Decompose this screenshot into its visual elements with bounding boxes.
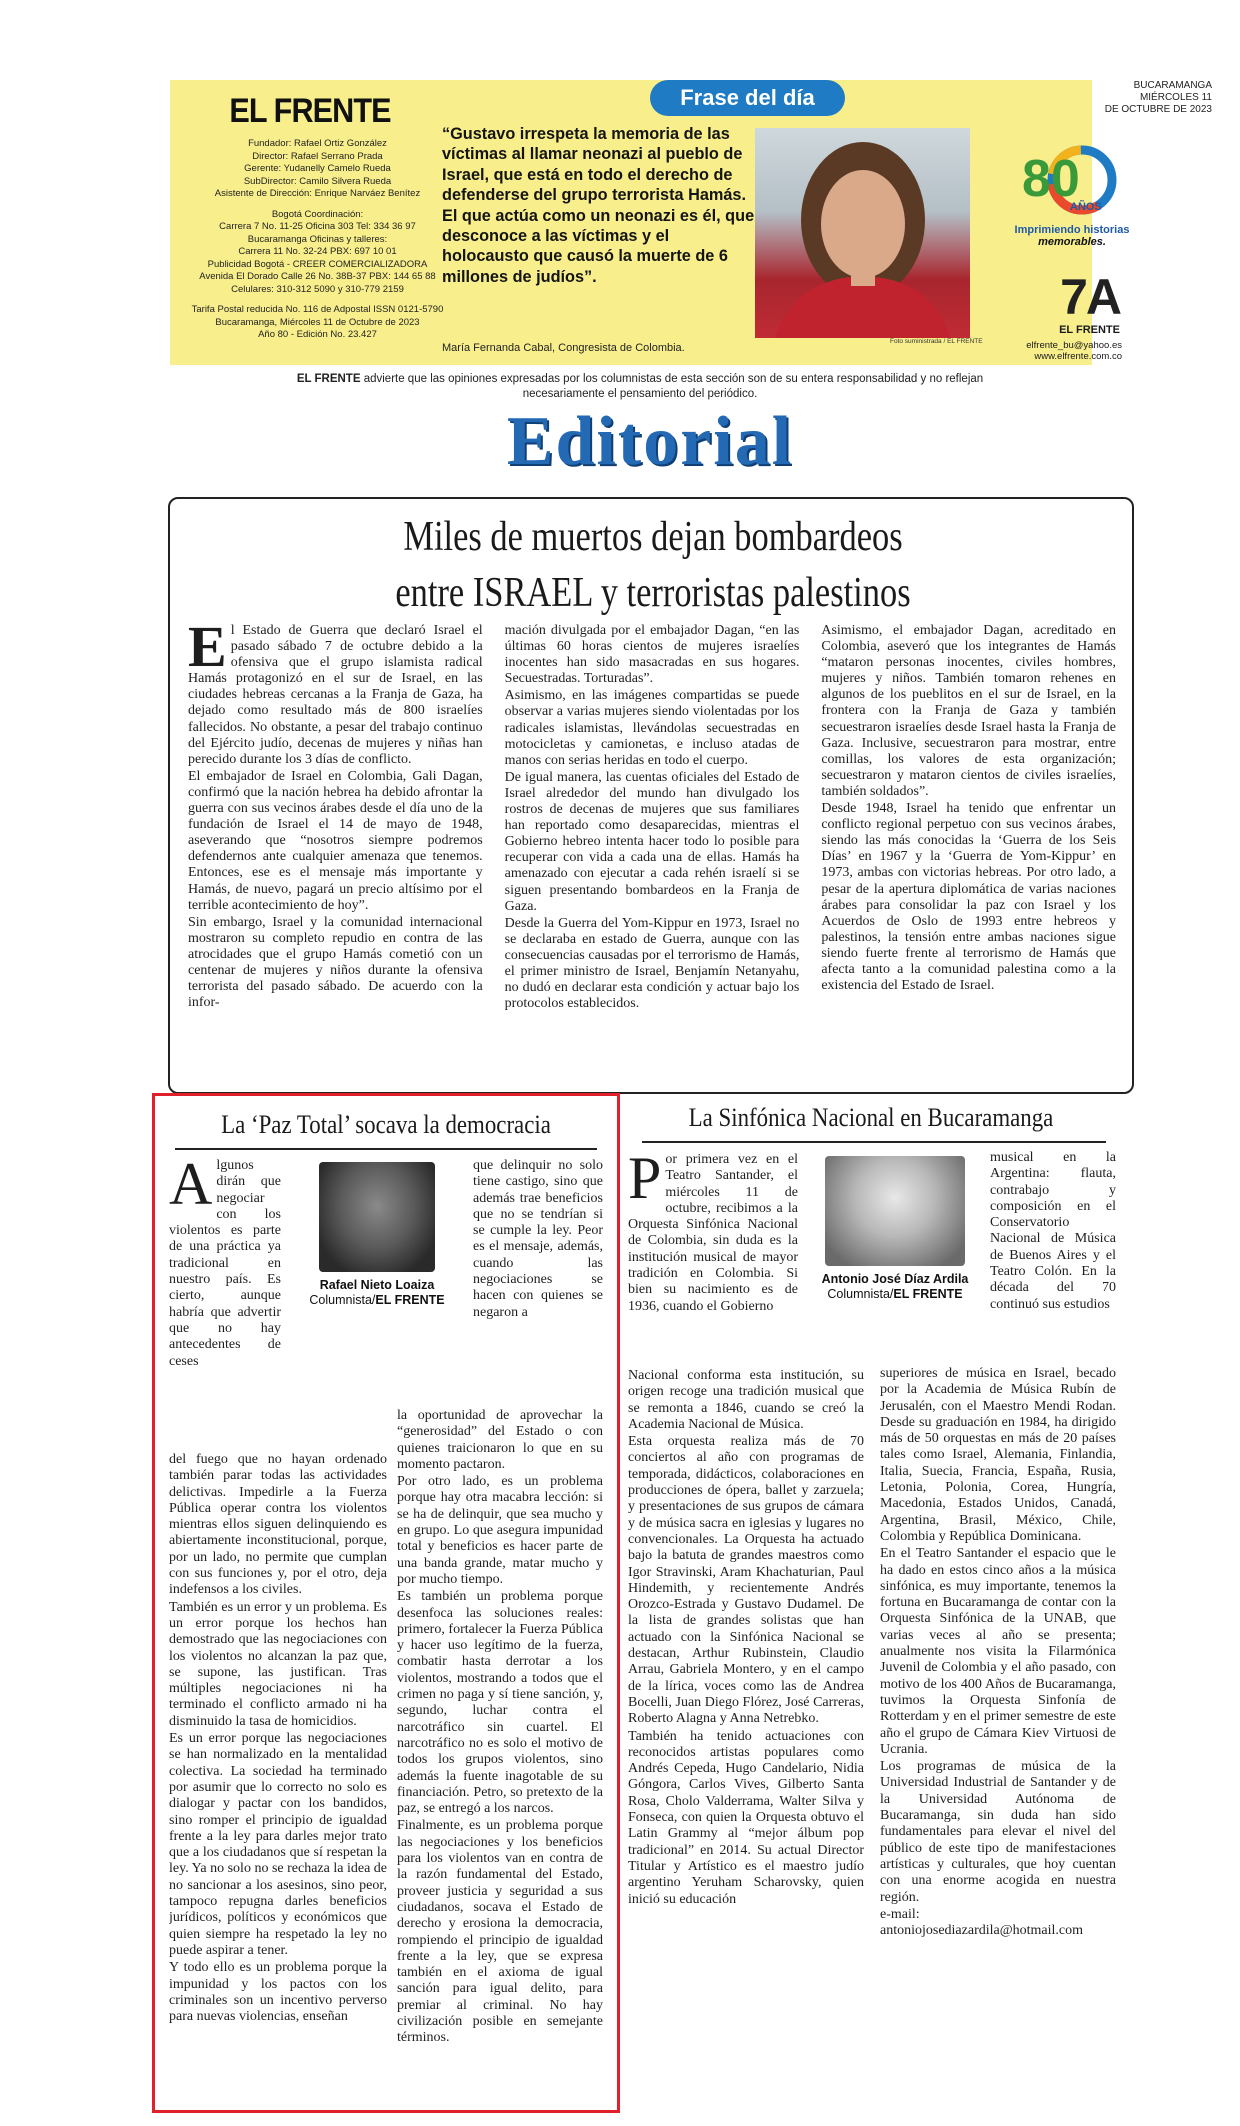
- disclaimer: [270, 372, 1010, 402]
- contact-web: www.elfrente.com.co: [1034, 351, 1122, 362]
- sinfonica-left-column: [628, 1368, 864, 2108]
- paz-total-paragraph: Finalmente, es un problema porque las negociaciones y los beneficios para los violentos van en contra de la razón fundamental del Estado, proveer justicia y seguridad a sus ciudadanos, socava el Estado de derecho y erosiona la democracia, rompiendo el principio de igualdad frente a la ley, que se expresa también en el axioma de igual sanción para igual delito, para premiar al criminal. No hay civilización posible en semejante términos.: [397, 1818, 603, 2046]
- editorial-column-1: [188, 623, 483, 1085]
- editorial-columns: [188, 623, 1116, 1085]
- paz-total-drop-cap: A: [169, 1158, 213, 1217]
- sinfonica-paragraph: En el Teatro Santander el espacio que le ha dado en estos cinco años a la música sinfónica, es muy importante, tenemos la fortuna en Bucaramanga de contar con la Orquesta Sinfónica de la UNAB, que varias veces al año se presenta; anualmente nos visita la Filarmónica Juvenil de Colombia y el año pasado, con motivo de los 400 Años de Bucaramanga, tuvimos la Orquesta Sinfonía de Rotterdam y en el primer semestre de este año el grupo de Cámara Kiev Virtuosi de Ucrania.: [880, 1546, 1116, 1757]
- author-card-diaz: [810, 1156, 980, 1302]
- headline-rule: [175, 1148, 597, 1150]
- author-card-nieto: [287, 1162, 467, 1308]
- slogan: [1012, 224, 1132, 248]
- postal-list: [180, 304, 455, 342]
- anniversary-logo: [1020, 140, 1120, 220]
- editorial-paragraph: El embajador de Israel en Colombia, Gali Dagan, confirmó que la nación hebrea ha debido afrontar la guerra con sus vecinos árabes desde el día uno de la fundación de Israel el 14 de mayo de 1948, aseverando que “nosotros siempre podremos defendernos ante cualquier amenaza que tenemos. Entonces, ese es el mensaje más importante y Hamás, de nuevo, pagará un precio altísimo por el terrible acontecimiento de hoy”.: [188, 768, 483, 913]
- editorial-headline: [257, 509, 1049, 621]
- author-name: Rafael Nieto Loaiza: [319, 1278, 435, 1292]
- editorial-paragraph: mación divulgada por el embajador Dagan, “en las últimas 60 horas cientos de mujeres israelíes inocentes han sido masacradas en sus hogares. Secuestradas. Torturadas”.: [504, 623, 800, 687]
- photo-credit: Foto suministrada / EL FRENTE: [890, 338, 983, 345]
- sinfonica-intro: [628, 1152, 798, 1366]
- paz-total-paragraph: Y todo ello es un problema porque la impunidad y los pactos con los criminales son un incentivo perverso para nuevas violencias, enseñan: [169, 1960, 387, 2025]
- author-photo: [319, 1162, 435, 1272]
- quote-author: María Fernanda Cabal, Congresista de Colombia.: [442, 342, 685, 354]
- disclaimer-text: advierte que las opiniones expresadas por los columnistas de esta sección son de su entera responsabilidad y no reflejan necesariamente el pensamiento del periódico.: [363, 373, 984, 400]
- postal-line: Tarifa Postal reducida No. 116 de Adpostal ISSN 0121-5790: [191, 304, 444, 315]
- office-line: Bucaramanga Oficinas y talleres:: [247, 233, 388, 245]
- office-line: Avenida El Dorado Calle 26 No. 38B-37 PBX: 144 65 88: [199, 271, 436, 282]
- paz-total-left-column: [169, 1452, 387, 2104]
- section-title: Editorial: [506, 403, 794, 480]
- paz-total-headline: La ‘Paz Total’ socava la democracia: [221, 1110, 551, 1139]
- portrait-illustration: [755, 128, 970, 338]
- paz-total-intro: [169, 1158, 281, 1453]
- city-name: BUCARAMANGA: [1133, 80, 1212, 91]
- editorial-paragraph: Desde la Guerra del Yom-Kippur en 1973, Israel no se declaraba en estado de Guerra, aunque con las consecuencias causadas por el terrorismo de Hamás, el primer ministro de Israel, Benjamín Netanyahu, no dudó en declarar esta condición y actuar bajo los protocolos establecidos.: [504, 915, 800, 1012]
- office-line: Carrera 7 No. 11-25 Oficina 303 Tel: 334 36 97: [219, 221, 416, 232]
- sinfonica-headline: La Sinfónica Nacional en Bucaramanga: [688, 1103, 1054, 1132]
- sinfonica-right-narrow: musical en la Argentina: flauta, contrabajo y composición en el Conservatorio Nacional de Música de Buenos Aires y el Teatro Colón. En la década del 70 continuó sus estudios: [990, 1150, 1116, 1312]
- paz-total-paragraph: Es un error porque las negociaciones se han normalizado en la mentalidad colectiva. La sociedad ha terminado por asumir que lo correcto no solo es dialogar y pactar con los bandidos, sino romper el principio de igualdad frente a la ley para darles mejor trato que a los ciudadanos que sí respetan la ley. Ya no solo no se rechaza la idea de no sancionar a los asesinos, sino peor, tampoco repugna darles beneficios jurídicos, políticos y económicos que quien siempre ha respetado la ley no puede aspirar a tener.: [169, 1731, 387, 1958]
- sinfonica-right-column: [880, 1366, 1116, 2108]
- author-name: Antonio José Díaz Ardila: [821, 1272, 969, 1286]
- editorial-paragraph: Desde 1948, Israel ha tenido que enfrentar un conflicto regional perpetuo con sus vecinos árabes, siendo las más conocidas la ‘Guerra de los Seis Días’ en 1967 y la ‘Guerra de Yom-Kippur’ en 1973, ambas con victorias hebreas. Por otro lado, a pesar de la apertura diplomática de varias naciones árabes para consolidar la paz con Israel y los Acuerdos de Oslo de 1993 entre hebreos y palestinos, la tensión entre ambas naciones sigue siendo fuerte frente al terrorismo de Hamás que afecta tanto a la comunidad palestina como a la existencia del Estado de Israel.: [821, 801, 1117, 994]
- sinfonica-paragraph: superiores de música en Israel, becado por la Academia de Música Rubín de Jerusalén, con el Maestro Mendi Rodan. Desde su graduación en 1984, ha dirigido más de 50 orquestas en más de 20 países tales como Israel, Alemania, Finlandia, Italia, Suecia, Francia, España, Rusia, Letonia, Polonia, Corea, Hungría, Macedonia, Estados Unidos, Canadá, Argentina, Brasil, México, Chile, Colombia y República Dominicana.: [880, 1366, 1116, 1544]
- sinfonica-intro-text: or primera vez en el Teatro Santander, el miércoles 11 de octubre, recibimos a la Orquesta Sinfónica Nacional de Colombia, sin duda es la institución musical de mayor tradición en Colombia. Si bien su nacimiento es de 1936, cuando el Gobierno: [628, 1152, 798, 1314]
- editorial-paragraph: l Estado de Guerra que declaró Israel el pasado sábado 7 de octubre debido a la ofensiva que el grupo islamista radical Hamás protagonizó en el sur de Israel, en las ciudades hebreas cercanas a la Franja de Gaza, ha dejado como resultado más de 800 israelíes fallecidos. No obstante, a pesar del trabajo continuo del Ejército judío, decenas de mujeres y niñas han perecido durante los 3 días de conflicto.: [188, 623, 483, 767]
- editorial-headline-line-2: entre ISRAEL y terroristas palestinos: [395, 570, 911, 616]
- staff-line: Fundador: Rafael Ortiz González: [248, 138, 387, 149]
- anniversary-word: AÑOS: [1070, 201, 1102, 213]
- sinfonica-paragraph: Esta orquesta realiza más de 70 conciertos al año con programas de temporada, didácticos, colaboraciones en producciones de ópera, ballet y zarzuela; y presentaciones de sus grupos de cámara y de música sacra en iglesias y lugares no convencionales. La Orquesta ha actuado bajo la batuta de grandes maestros como Igor Stravinski, Aram Khachaturian, Paul Hindemith, y recientemente Andrés Orozco-Estrada y Gustavo Dudamel. De la lista de grandes solistas que han actuado con la Sinfónica Nacional se destacan, Arthur Rubinstein, Claudio Arrau, Gabriela Montero, y en el campo de la lírica, voces como las de Andrea Bocelli, Juan Diego Flórez, José Carreras, Roberto Alagna y Anna Netrebko.: [628, 1434, 864, 1727]
- office-line: Carrera 11 No. 32-24 PBX: 697 10 01: [238, 246, 397, 257]
- paz-total-intro-text: lgunos dirán que negociar con los violentos es parte de una práctica ya tradicional en nuestro país. Es cierto, aunque habría que advertir que no hay antecedentes de ceses: [169, 1158, 281, 1369]
- paz-total-right-narrow: que delinquir no solo tiene castigo, sino que además trae beneficios que no se tendrían si se cumple la ley. Peor es el mensaje, además, cuando las negociaciones se hacen con quienes se negaron a: [473, 1158, 603, 1320]
- paz-total-article-box: [152, 1093, 620, 2113]
- staff-line: SubDirector: Camilo Silvera Rueda: [243, 175, 392, 187]
- quote-author-photo: [755, 128, 970, 338]
- newspaper-logo: EL FRENTE: [229, 92, 391, 130]
- postal-line: Bucaramanga, Miércoles 11 de Octubre de 2023: [215, 316, 420, 328]
- staff-line: Asistente de Dirección: Enrique Narváez Benítez: [214, 188, 421, 199]
- office-line: Publicidad Bogotá - CREER COMERCIALIZADORA: [207, 258, 428, 270]
- date-block: [1012, 80, 1212, 116]
- editorial-box: [168, 497, 1134, 1094]
- office-line: Bogotá Coordinación:: [271, 208, 364, 220]
- paz-total-paragraph: Por otro lado, es un problema porque hay otra macabra lección: si se ha de delinquir, que sea mucho y en grupo. Lo que asegura impunidad total y beneficios es hacer parte de una banda grande, matar mucho y por mucho tiempo.: [397, 1474, 603, 1587]
- paz-total-paragraph: Es también un problema porque desenfoca las soluciones reales: primero, fortalecer la Fuerza Pública y hacer uso legítimo de la fuerza, combatir hasta derrotar a los violentos, mostrando a todos que el crimen no paga y sí tiene sanción, y, segundo, luchar contra el narcotráfico sin cuartel. El narcotráfico no es solo el motivo de todos los grupos violentos, sino además la fuente inagotable de su financiación. Petro, so pretexto de la paz, se entregó a los narcos.: [397, 1589, 603, 1817]
- anniversary-number: 80: [1022, 150, 1080, 208]
- editorial-headline-line-1: Miles de muertos dejan bombardeos: [403, 514, 903, 560]
- author-role: Columnista/EL FRENTE: [827, 1287, 963, 1301]
- editorial-paragraph: Sin embargo, Israel y la comunidad internacional mostraron su completo repudio en contra de las atrocidades que el grupo Hamás cometió con un centenar de mujeres y niños durante la ofensiva terrorista del pasado sábado. De acuerdo con la infor-: [188, 914, 483, 1011]
- staff-line: Director: Rafael Serrano Prada: [252, 150, 383, 162]
- staff-box: [180, 138, 455, 350]
- masthead-banner: [170, 80, 1092, 365]
- postal-line: Año 80 - Edición No. 23.427: [258, 329, 377, 340]
- sinfonica-paragraph: Nacional conforma esta institución, su origen recoge una tradición musical que se remonta a 1846, cuando se creó la Academia Nacional de Música.: [628, 1368, 864, 1432]
- author-photo: [825, 1156, 965, 1266]
- sinfonica-headline-rule: [642, 1141, 1106, 1143]
- page-brand: EL FRENTE: [1059, 324, 1120, 336]
- date-line-2: DE OCTUBRE DE 2023: [1104, 104, 1212, 115]
- sinfonica-paragraph: e-mail: antoniojosediazardila@hotmail.com: [880, 1906, 1083, 1939]
- contact-info: [982, 340, 1122, 362]
- editorial-paragraph: Asimismo, el embajador Dagan, acreditado en Colombia, aseveró que los integrantes de Hamás “mataron personas inocentes, civiles hombres, mujeres y niños. También tomaron rehenes en algunos de los pueblitos en el sur de Israel, en la frontera con la Franja de Gaza y también secuestraron israelíes desde Israel hasta la Franja de Gaza. Inclusive, secuestraron para mostrar, entre comillas, los valores de esta organización; secuestraron y mataron cientos de civiles israelíes, también soldados”.: [821, 623, 1117, 799]
- date-line-1: MIÉRCOLES 11: [1139, 92, 1212, 103]
- editorial-drop-cap: E: [188, 623, 227, 679]
- paz-total-paragraph: la oportunidad de aprovechar la “generosidad” del Estado o con quienes traicionaron lo que en su momento pactaron.: [397, 1408, 603, 1472]
- staff-list: [180, 138, 455, 201]
- editorial-column-3: [821, 623, 1116, 1085]
- daily-quote: “Gustavo irrespeta la memoria de las víctimas al llamar neonazi al pueblo de Israel, que está en todo el derecho de defenderse del grupo terrorista Hamás. El que actúa como un neonazi es él, que desconoce a las víctimas y el holocausto que causó la muerte de 6 millones de judíos”.: [442, 125, 755, 286]
- paz-total-paragraph: del fuego que no hayan ordenado también parar todas las actividades delictivas. Impedirle a la Fuerza Pública operar contra los violentos mientras ellos siguen delinquiendo es abiertamente inconstitucional, porque, por un lado, no permite que cumplan con sus funciones y, por el otro, deja indefensos a los civiles.: [169, 1452, 387, 1598]
- office-list: [180, 209, 455, 297]
- slogan-line-2: memorables.: [1038, 236, 1106, 248]
- office-line: Celulares: 310-312 5090 y 310-779 2159: [231, 283, 404, 295]
- editorial-paragraph: De igual manera, las cuentas oficiales del Estado de Israel alrededor del mundo han divulgado los rostros de decenas de mujeres que sus familiares han reportado como desaparecidas, mientras el Gobierno hebreo intenta hacer todo lo posible para recuperar con vida a cada una de ellas. Hamás ha amenazado con ejecutar a cada rehén israelí si se siguen presentando bombardeos en la Franja de Gaza.: [504, 769, 800, 914]
- disclaimer-brand: EL FRENTE: [296, 373, 361, 385]
- contact-email: elfrente_bu@yahoo.es: [1026, 340, 1122, 351]
- editorial-paragraph: Asimismo, en las imágenes compartidas se puede observar a varias mujeres siendo violentadas por los radicales islamistas, llevándolas secuestradas en motocicletas y camionetas, e incluso atadas de manos con serias heridas en todo el cuerpo.: [504, 688, 800, 768]
- sinfonica-paragraph: Los programas de música de la Universidad Industrial de Santander y de la Universidad Autónoma de Bucaramanga, sin duda han sido fundamentales para elevar el nivel del público de este tipo de manifestaciones artísticas y culturales, que hoy cuentan con una enorme acogida en nuestra región.: [880, 1759, 1116, 1905]
- sinfonica-drop-cap: P: [628, 1152, 662, 1211]
- anniversary-80-icon: [1020, 140, 1120, 220]
- editorial-column-2: [505, 623, 800, 1085]
- paz-total-paragraph: También es un error y un problema. Es un error porque los hechos han demostrado que las negociaciones con los violentos no alcanzan la paz que, se supone, las justifican. Tras múltiples negociaciones ni ha terminado el conflicto armado ni ha disminuido la tasa de homicidios.: [169, 1599, 387, 1729]
- staff-line: Gerente: Yudanelly Camelo Rueda: [244, 163, 391, 174]
- page-number: 7A: [1060, 269, 1120, 325]
- frase-del-dia-label: Frase del día: [650, 80, 845, 116]
- sinfonica-paragraph: También ha tenido actuaciones con reconocidos artistas populares como Andrés Cepeda, Hugo Candelario, Nidia Góngora, Carlos Vives, Gilberto Santa Rosa, Cholo Valderrama, Walter Silva y Fonseca, con quien la Orquesta obtuvo el Latin Grammy al “mejor álbum pop tradicional” en 2014. Su actual Director Titular y Artístico es el maestro judío argentino Yeruham Scharovsky, quien inició su educación: [628, 1728, 864, 1907]
- paz-total-right-column: [397, 1408, 603, 2104]
- slogan-line-1: Imprimiendo historias: [1014, 224, 1130, 236]
- author-role: Columnista/EL FRENTE: [309, 1293, 445, 1307]
